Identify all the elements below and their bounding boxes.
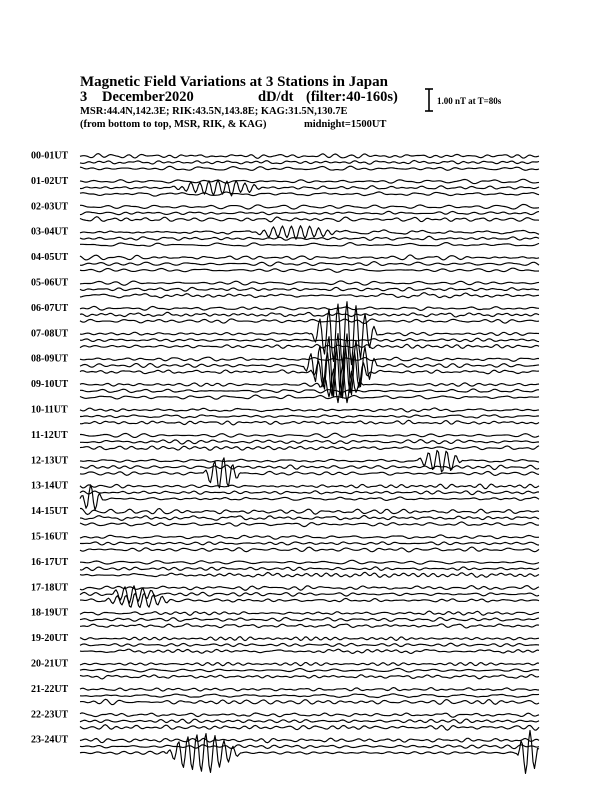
hour-label: 15-16UT — [31, 531, 69, 543]
trace-rik — [80, 415, 539, 418]
hour-label: 02-03UT — [31, 201, 69, 213]
trace-kag — [80, 688, 539, 691]
trace-rik — [80, 719, 539, 723]
trace-kag — [80, 663, 539, 666]
filter-label: (filter:40-160s) — [306, 89, 398, 105]
trace-rik — [80, 440, 539, 445]
hour-label: 14-15UT — [31, 506, 69, 518]
trace-msr — [80, 420, 539, 425]
trace-rik — [80, 618, 539, 622]
hour-labels — [31, 151, 69, 746]
trace-msr — [80, 293, 539, 298]
trace-msr — [80, 485, 539, 510]
trace-rik — [80, 262, 539, 266]
trace-rik — [80, 491, 539, 495]
trace-kag — [80, 451, 539, 472]
trace-rik — [80, 745, 539, 749]
trace-msr — [80, 649, 539, 653]
hour-label: 00-01UT — [31, 150, 69, 162]
trace-msr — [80, 268, 539, 272]
trace-rik — [80, 542, 539, 545]
trace-msr — [80, 699, 539, 704]
trace-msr — [80, 344, 539, 348]
trace-kag — [80, 204, 539, 209]
hour-label: 12-13UT — [31, 455, 69, 467]
hour-label: 04-05UT — [31, 252, 69, 264]
trace-rik — [80, 465, 539, 470]
hour-label: 19-20UT — [31, 633, 69, 645]
hour-label: 21-22UT — [31, 683, 69, 695]
hour-label: 11-12UT — [31, 429, 68, 441]
trace-rik — [80, 643, 539, 646]
trace-kag — [80, 484, 539, 489]
hour-label: 07-08UT — [31, 328, 69, 340]
trace-kag — [80, 433, 539, 437]
trace-kag — [80, 713, 539, 717]
trace-rik — [80, 161, 539, 165]
hour-label: 08-09UT — [31, 353, 69, 365]
hour-label: 22-23UT — [31, 709, 69, 721]
hour-label: 06-07UT — [31, 302, 69, 314]
trace-msr — [80, 522, 539, 527]
trace-kag — [80, 611, 539, 615]
trace-rik — [80, 389, 539, 393]
trace-msr — [80, 730, 539, 773]
hour-label: 01-02UT — [31, 175, 69, 187]
figure-title: Magnetic Field Variations at 3 Stations in Japan — [80, 74, 388, 90]
order-note: (from bottom to top, MSR, RIK, & KAG) — [80, 119, 267, 130]
trace-kag — [80, 255, 539, 260]
trace-kag — [80, 302, 539, 366]
hour-label: 03-04UT — [31, 226, 69, 238]
hour-label: 05-06UT — [31, 277, 69, 289]
hour-label: 23-24UT — [31, 734, 69, 746]
trace-kag — [80, 281, 539, 285]
stations-label: MSR:44.4N,142.3E; RIK:43.5N,143.8E; KAG:31.5N,130.7E — [80, 106, 348, 117]
trace-kag — [80, 637, 539, 641]
trace-rik — [80, 211, 539, 214]
trace-msr — [80, 243, 539, 247]
trace-kag — [80, 738, 539, 743]
trace-kag — [80, 154, 539, 159]
trace-msr — [80, 166, 539, 170]
trace-msr — [80, 446, 539, 451]
trace-rik — [80, 312, 539, 317]
scale-bar-label: 1.00 nT at T=80s — [437, 96, 502, 106]
trace-rik — [80, 668, 539, 672]
hour-label: 20-21UT — [31, 658, 69, 670]
trace-kag — [80, 408, 539, 412]
hour-label: 16-17UT — [31, 556, 69, 568]
hour-label: 13-14UT — [31, 480, 69, 492]
trace-area — [80, 154, 539, 774]
trace-kag — [80, 179, 539, 183]
trace-kag — [80, 586, 539, 591]
trace-msr — [80, 624, 539, 628]
trace-rik — [80, 567, 539, 571]
trace-kag — [80, 535, 539, 539]
trace-msr — [80, 572, 539, 577]
trace-rik — [80, 236, 539, 240]
trace-msr — [80, 675, 539, 679]
scale-bar — [425, 89, 502, 111]
trace-msr — [80, 725, 539, 731]
trace-rik — [80, 694, 539, 698]
hour-label: 18-19UT — [31, 607, 69, 619]
hour-label: 17-18UT — [31, 582, 69, 594]
trace-msr — [80, 395, 539, 399]
trace-msr — [80, 458, 539, 488]
hour-label: 10-11UT — [31, 404, 68, 416]
trace-rik — [80, 338, 539, 341]
trace-msr — [80, 547, 539, 552]
hour-label: 09-10UT — [31, 379, 69, 391]
trace-rik — [80, 334, 539, 398]
trace-kag — [80, 560, 539, 564]
trace-msr — [80, 217, 539, 222]
date-month-year: December2020 — [102, 89, 194, 105]
trace-kag — [80, 306, 539, 310]
trace-msr — [80, 192, 539, 196]
trace-rik — [80, 516, 539, 521]
trace-kag — [80, 226, 539, 240]
trace-rik — [80, 287, 539, 291]
midnight-note: midnight=1500UT — [304, 119, 387, 130]
date-day: 3 — [80, 89, 88, 105]
trace-msr — [80, 319, 539, 324]
quantity-label: dD/dt — [258, 89, 294, 105]
trace-kag — [80, 509, 539, 515]
